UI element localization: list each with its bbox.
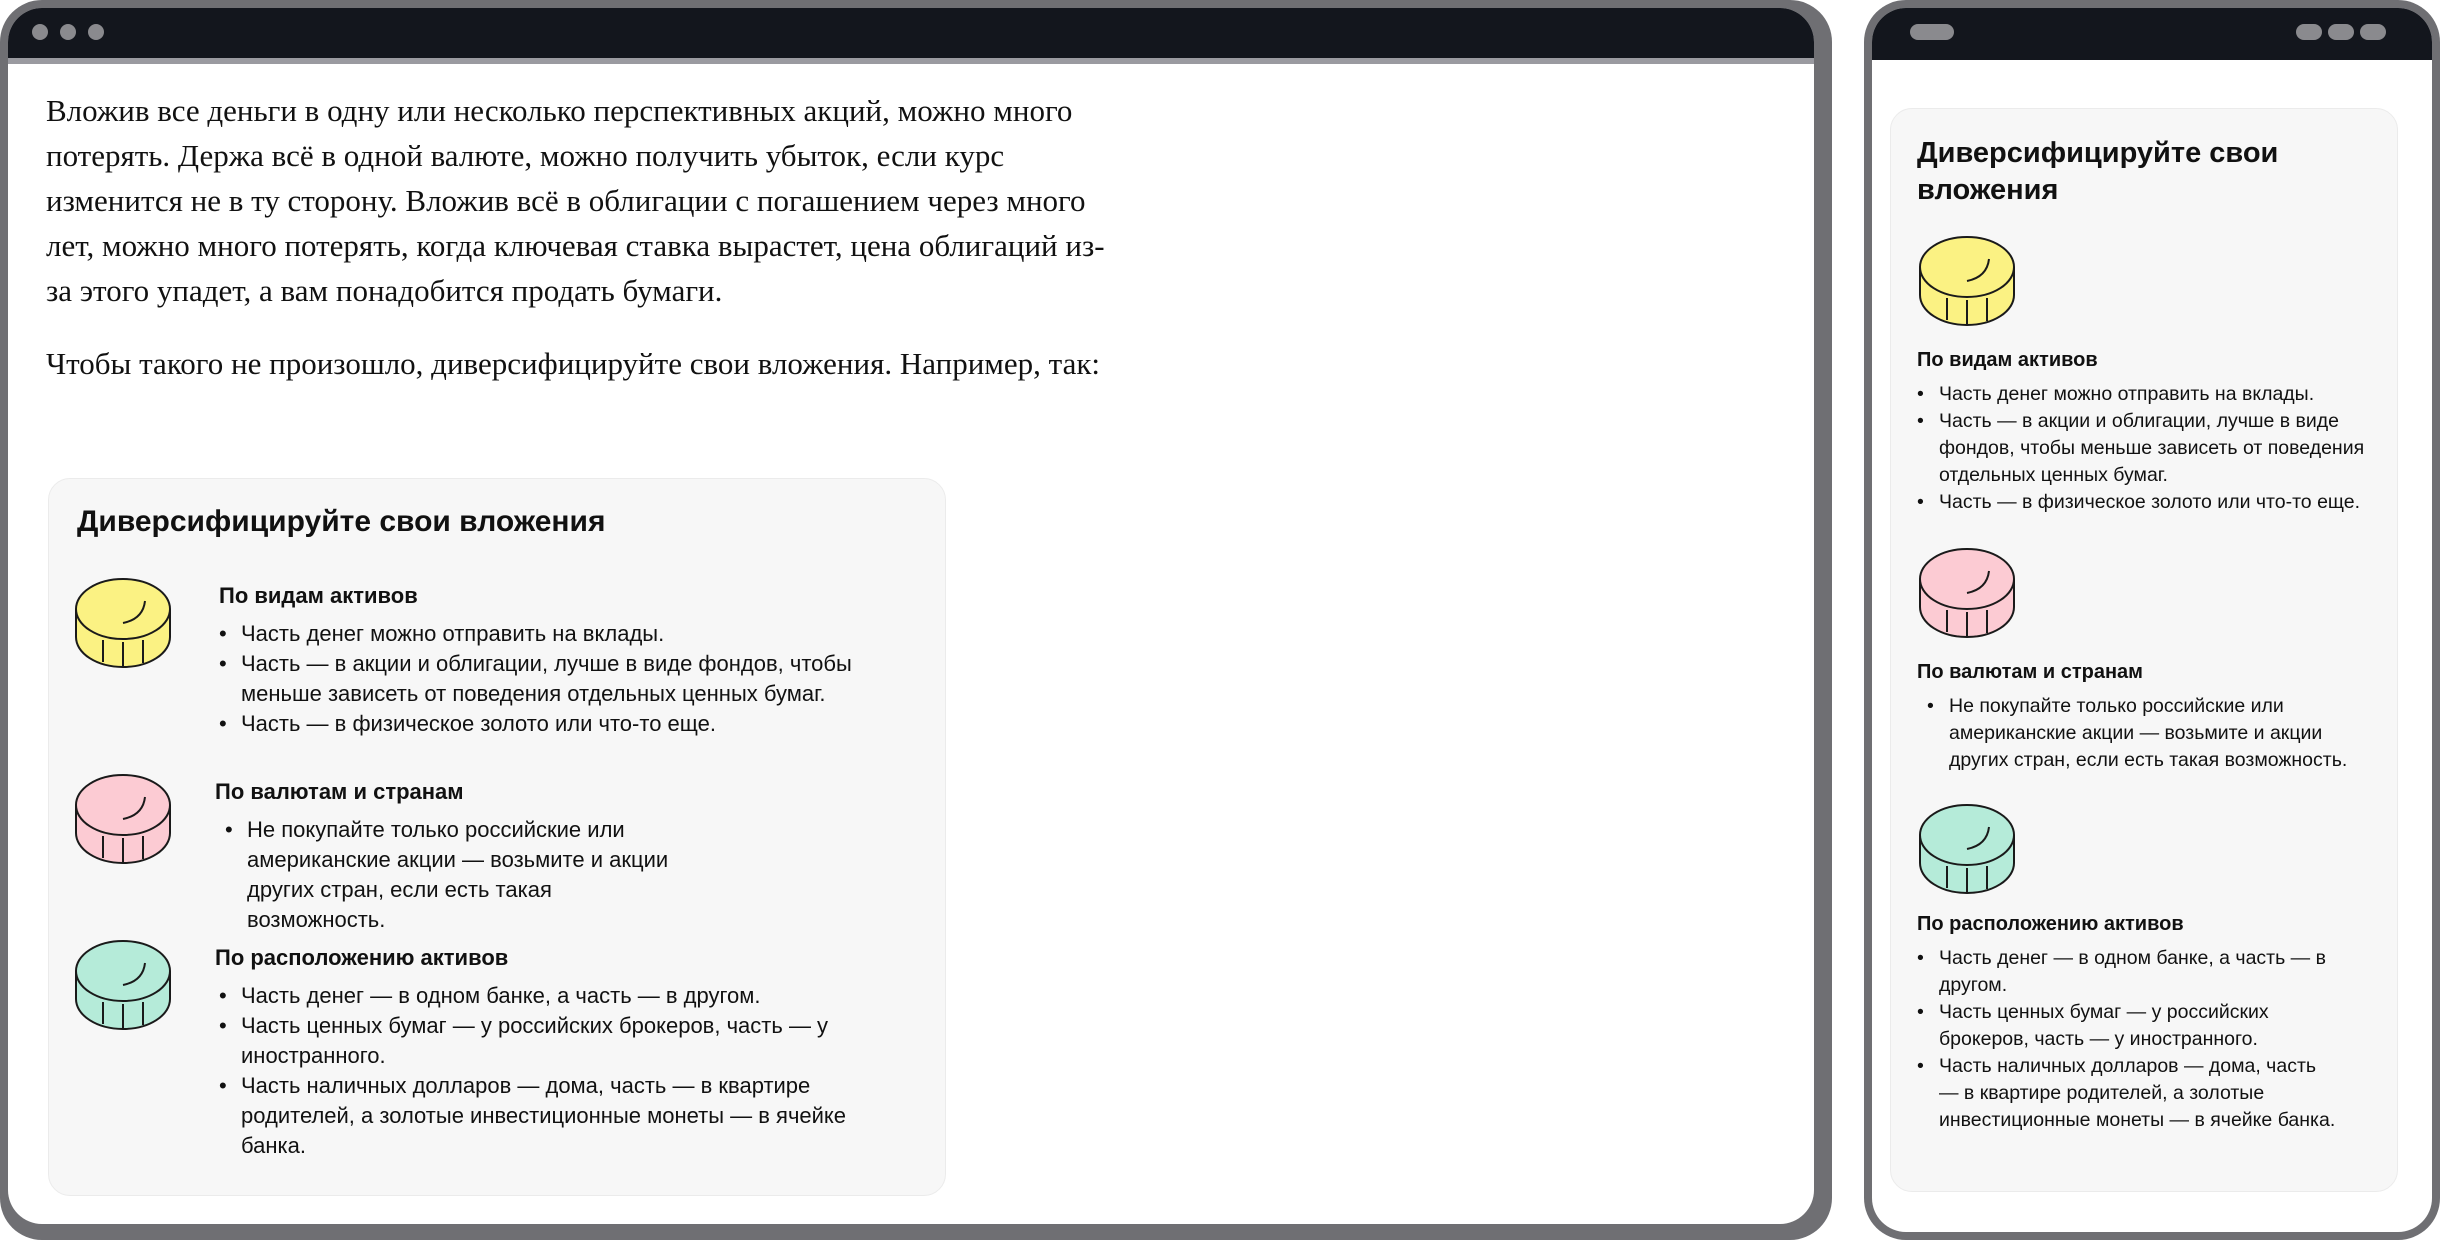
yellow-coin-icon	[1917, 233, 2017, 331]
list-item: • Часть ценных бумаг — у российских брокеров, часть — у иностранного.	[219, 1011, 889, 1071]
menu-pill-icon	[2296, 24, 2322, 40]
title-bar-divider	[8, 58, 1814, 64]
currencies-list	[225, 815, 695, 935]
menu-pill-icon	[2360, 24, 2386, 40]
list-item: • Часть — в акции и облигации, лучше в виде фондов, чтобы меньше зависеть от поведения отдельных ценных бумаг.	[219, 649, 899, 709]
list-item: • Часть денег можно отправить на вклады.	[219, 619, 899, 649]
asset-types-list	[1917, 381, 2387, 516]
yellow-coin-icon	[73, 575, 173, 673]
list-item: • Часть ценных бумаг — у российских брокеров, часть — у иностранного.	[1917, 999, 2337, 1053]
article-paragraph: Чтобы такого не произошло, диверсифицируйте свои вложения. Например, так:	[46, 346, 1101, 381]
list-item: • Часть — в физическое золото или что-то еще.	[1917, 489, 2387, 516]
list-item: • Не покупайте только российские или американские акции — возьмите и акции других стран, если есть такая возможность.	[225, 815, 695, 935]
article-text	[46, 88, 1126, 414]
section-title-currencies: По валютам и странам	[1917, 661, 2143, 683]
list-item: • Часть денег — в одном банке, а часть — в другом.	[1917, 945, 2337, 999]
diversification-card	[48, 478, 946, 1196]
window-dot-icon	[32, 24, 48, 40]
green-coin-icon	[73, 937, 173, 1035]
section-title-currencies: По валютам и странам	[215, 779, 464, 804]
desktop-screen	[8, 8, 1814, 1224]
diversification-card-mobile	[1890, 108, 2398, 1192]
location-list	[1917, 945, 2337, 1134]
desktop-title-bar	[8, 8, 1814, 58]
card-title: Диверсифицируйте свои вложения	[77, 505, 606, 538]
list-item: • Часть денег можно отправить на вклады.	[1917, 381, 2387, 408]
mobile-browser-frame	[1864, 0, 2440, 1240]
asset-types-list	[219, 619, 899, 739]
address-pill-icon	[1910, 24, 1954, 40]
location-list	[219, 981, 889, 1161]
mobile-title-bar	[1872, 8, 2432, 60]
list-item: • Часть — в физическое золото или что-то еще.	[219, 709, 899, 739]
list-item: • Часть денег — в одном банке, а часть — в другом.	[219, 981, 889, 1011]
window-dot-icon	[60, 24, 76, 40]
menu-pill-icon	[2328, 24, 2354, 40]
mobile-screen	[1872, 8, 2432, 1232]
pink-coin-icon	[1917, 545, 2017, 643]
list-item: • Часть наличных долларов — дома, часть — в квартире родителей, а золотые инвестиционные монеты — в ячейке банка.	[219, 1071, 889, 1161]
window-dot-icon	[88, 24, 104, 40]
article-paragraph: Вложив все деньги в одну или несколько перспективных акций, можно много потерять. Держа всё в одной валюте, можно получить убыток, если курс изменится не в ту сторону. Вложив всё в облигации с погашением через много лет, можно много потерять, когда ключевая ставка вырастет, цена облигаций из-за этого упадет, а вам понадобится продать бумаги.	[46, 93, 1105, 308]
section-title-location: По расположению активов	[215, 945, 509, 970]
green-coin-icon	[1917, 801, 2017, 899]
pink-coin-icon	[73, 771, 173, 869]
card-title: Диверсифицируйте свои вложения	[1917, 137, 2279, 206]
list-item: • Не покупайте только российские или американские акции — возьмите и акции других стран, если есть такая возможность.	[1927, 693, 2367, 774]
section-title-location: По расположению активов	[1917, 913, 2184, 935]
list-item: • Часть наличных долларов — дома, часть — в квартире родителей, а золотые инвестиционные монеты — в ячейке банка.	[1917, 1053, 2337, 1134]
section-title-asset-types: По видам активов	[219, 583, 418, 608]
list-item: • Часть — в акции и облигации, лучше в виде фондов, чтобы меньше зависеть от поведения отдельных ценных бумаг.	[1917, 408, 2387, 489]
currencies-list	[1927, 693, 2367, 774]
section-title-asset-types: По видам активов	[1917, 349, 2098, 371]
